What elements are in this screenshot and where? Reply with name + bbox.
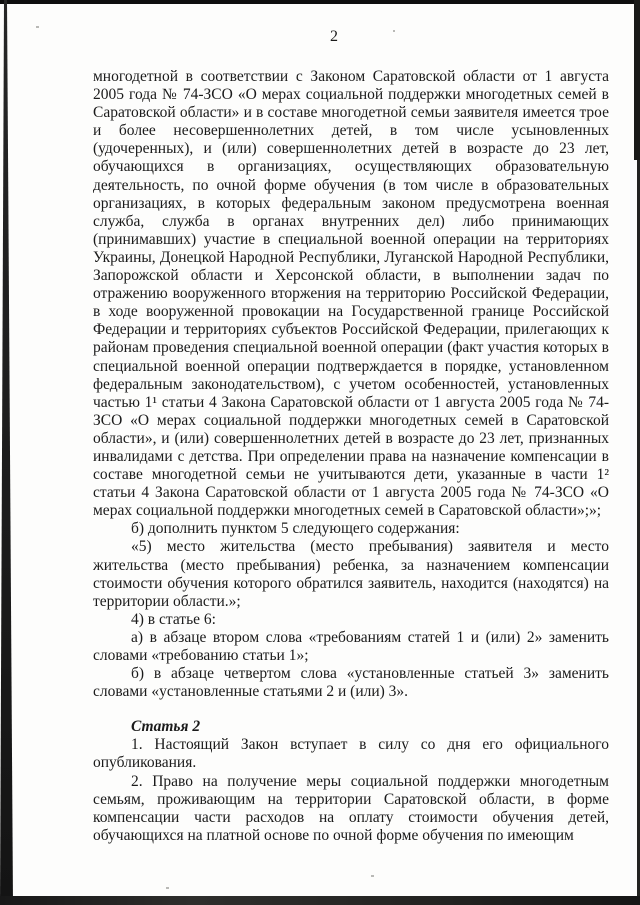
- paragraph-point5-text: «5) место жительства (место пребывания) заявителя и место жительства (место пребывания) ребенка, за назначением компенсации стоимости обучения которого обратился заявитель, находится (находятся) на территории области.»;: [93, 538, 609, 610]
- scan-noise-speck: [371, 875, 374, 877]
- page-number: 2: [330, 28, 338, 45]
- scan-top-edge: [0, 0, 640, 4]
- scan-bottom-edge: [0, 896, 640, 905]
- paragraph-subitem-b-replace: б) в абзаце четвертом слова «установленные статьей 3» заменить словами «установленные статьями 2 и (или) 3».: [93, 665, 609, 701]
- scan-noise-speck: [166, 887, 169, 889]
- article-2-heading: Статья 2: [131, 718, 201, 736]
- scan-right-edge-top: [634, 0, 640, 160]
- paragraph-amendment-continuation: многодетной в соответствии с Законом Саратовской области от 1 августа 2005 года № 74-ЗСО «О мерах социальной поддержки многодетных семей в Саратовской области» и в составе многодетной семьи заявителя имеется трое и более несовершеннолетних детей, в том числе усыновленных (удочеренных), и (или) совершеннолетних детей в возрасте до 23 лет, обучающихся в организациях, осуществляющих образовательную деятельность, по очной форме обучения (в том числе в образовательных организациях, в которых федеральным законом предусмотрена военная служба, служба в органах внутренних дел) либо принимающих (принимавших) участие в специальной военной операции на территориях Украины, Донецкой Народной Республики, Луганской Народной Республики, Запорожской области и Херсонской области, в выполнении задач по отражению вооруженного вторжения на территорию Российской Федерации, в ходе вооруженной провокации на Государственной границе Российской Федерации и территориях субъектов Российской Федерации, прилегающих к районам проведения специальной военной операции (факт участия которых в специальной военной операции подтверждается в порядке, установленном федеральным законодательством), с учетом особенностей, установленных частью 1¹ статьи 4 Закона Саратовской области от 1 августа 2005 года № 74-ЗСО «О мерах социальной поддержки многодетных семей в Саратовской области», и (или) совершеннолетних детей в возрасте до 23 лет, признанных инвалидами с детства. При определении права на назначение компенсации в составе многодетной семьи не учитываются дети, указанные в части 1² статьи 4 Закона Саратовской области от 1 августа 2005 года № 74-ЗСО «О мерах социальной поддержки многодетных семей в Саратовской области»;»;: [93, 68, 609, 520]
- scan-left-edge: [0, 0, 14, 905]
- paragraph-subitem-a-replace: а) в абзаце втором слова «требованиям статей 1 и (или) 2» заменить словами «требованию статьи 1»;: [93, 628, 609, 664]
- paragraph-subitem-b-add-point5: б) дополнить пунктом 5 следующего содержания:: [131, 520, 460, 538]
- paragraph-item4-article6: 4) в статье 6:: [131, 610, 216, 628]
- document-body: [93, 68, 609, 845]
- paragraph-right-to-support: 2. Право на получение меры социальной поддержки многодетным семьям, проживающим на территории Саратовской области, в форме компенсации части расходов на оплату стоимости обучения детей, обучающихся на платной основе по очной форме обучения по имеющим: [93, 772, 609, 844]
- paragraph-entry-into-force: 1. Настоящий Закон вступает в силу со дня его официального опубликования.: [93, 736, 609, 772]
